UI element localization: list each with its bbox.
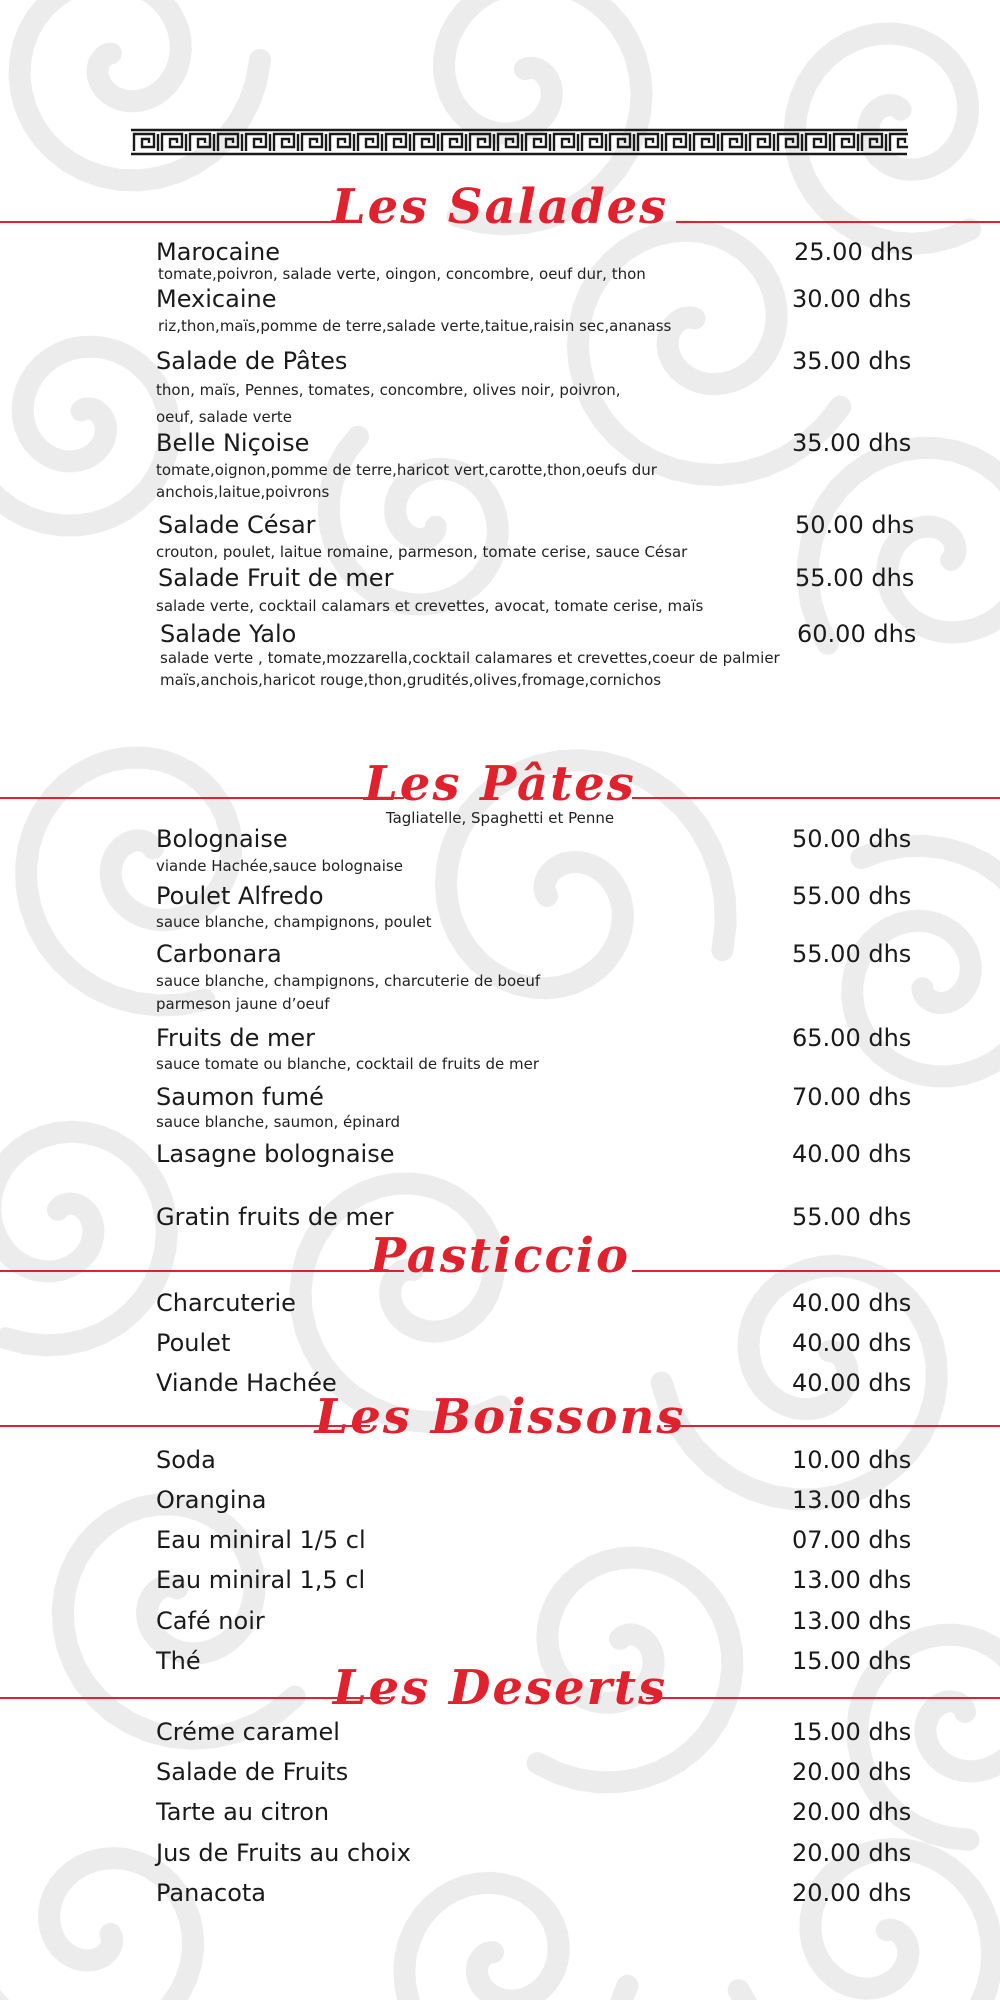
salades-title-text: Les Salades: [331, 179, 669, 235]
menu-item-price: 55.00 dhs: [792, 882, 912, 910]
menu-item-price: 30.00 dhs: [792, 285, 912, 313]
greek-key-border: [130, 128, 908, 156]
pasticcio-title-text: Pasticcio: [369, 1228, 631, 1284]
menu-item-description: thon, maïs, Pennes, tomates, concombre, olives noir, poivron,: [156, 381, 621, 399]
menu-item-name: Orangina: [156, 1486, 267, 1514]
menu-item-name: Saumon fumé: [156, 1083, 324, 1111]
menu-item-price: 50.00 dhs: [795, 511, 915, 539]
menu-item-price: 07.00 dhs: [792, 1526, 912, 1554]
menu-item-price: 35.00 dhs: [792, 429, 912, 457]
menu-item-price: 40.00 dhs: [792, 1289, 912, 1317]
menu-item-price: 15.00 dhs: [792, 1647, 912, 1675]
menu-item-price: 70.00 dhs: [792, 1083, 912, 1111]
menu-item-name: Café noir: [156, 1607, 265, 1635]
deserts-title-text: Les Deserts: [332, 1660, 668, 1716]
menu-item-name: Tarte au citron: [156, 1798, 330, 1826]
menu-item-name: Gratin fruits de mer: [156, 1203, 394, 1231]
menu-item-price: 40.00 dhs: [792, 1140, 912, 1168]
menu-item-name: Panacota: [156, 1879, 267, 1907]
menu-item-price: 13.00 dhs: [792, 1566, 912, 1594]
menu-item-price: 20.00 dhs: [792, 1879, 912, 1907]
menu-item-price: 50.00 dhs: [792, 825, 912, 853]
menu-item-name: Salade de Fruits: [156, 1758, 349, 1786]
menu-item-name: Salade Fruit de mer: [158, 564, 394, 592]
menu-item-name: Salade Yalo: [160, 620, 297, 648]
menu-item-price: 55.00 dhs: [795, 564, 915, 592]
menu-item-price: 65.00 dhs: [792, 1024, 912, 1052]
boissons-title: [0, 1389, 1000, 1445]
menu-item-name: Bolognaise: [156, 825, 288, 853]
pates-subtitle: Tagliatelle, Spaghetti et Penne: [385, 809, 615, 827]
menu-item-description: sauce blanche, champignons, poulet: [156, 913, 432, 931]
menu-item-name: Eau miniral 1,5 cl: [156, 1566, 366, 1594]
menu-item-name: Poulet Alfredo: [156, 882, 324, 910]
menu-item-price: 20.00 dhs: [792, 1798, 912, 1826]
menu-item-price: 40.00 dhs: [792, 1329, 912, 1357]
menu-item-name: Mexicaine: [156, 285, 277, 313]
menu-item-description: riz,thon,maïs,pomme de terre,salade verte,taitue,raisin sec,ananass: [158, 317, 672, 335]
menu-item-price: 25.00 dhs: [794, 238, 914, 266]
menu-item-name: Soda: [156, 1446, 216, 1474]
menu-item-price: 13.00 dhs: [792, 1607, 912, 1635]
menu-item-name: Belle Niçoise: [156, 429, 310, 457]
boissons-title-text: Les Boissons: [314, 1389, 686, 1445]
menu-item-description: salade verte , tomate,mozzarella,cocktail calamares et crevettes,coeur de palmier: [160, 649, 780, 667]
menu-item-price: 55.00 dhs: [792, 1203, 912, 1231]
menu-item-description: parmeson jaune d’oeuf: [156, 995, 330, 1013]
menu-item-name: Salade de Pâtes: [156, 347, 348, 375]
menu-item-price: 40.00 dhs: [792, 1369, 912, 1397]
menu-item-name: Salade César: [158, 511, 316, 539]
menu-item-description: maïs,anchois,haricot rouge,thon,grudités,olives,fromage,cornichos: [160, 671, 662, 689]
menu-item-price: 15.00 dhs: [792, 1718, 912, 1746]
menu-item-price: 35.00 dhs: [792, 347, 912, 375]
menu-item-price: 10.00 dhs: [792, 1446, 912, 1474]
menu-item-price: 13.00 dhs: [792, 1486, 912, 1514]
menu-item-price: 55.00 dhs: [792, 940, 912, 968]
menu-item-name: Carbonara: [156, 940, 282, 968]
menu-item-description: sauce blanche, champignons, charcuterie de boeuf: [156, 972, 541, 990]
menu-item-price: 20.00 dhs: [792, 1839, 912, 1867]
pates-title: [0, 756, 1000, 812]
menu-item-description: salade verte, cocktail calamars et crevettes, avocat, tomate cerise, maïs: [156, 597, 704, 615]
menu-item-description: crouton, poulet, laitue romaine, parmeson, tomate cerise, sauce César: [156, 543, 688, 561]
menu-item-name: Marocaine: [156, 238, 280, 266]
menu-item-description: viande Hachée,sauce bolognaise: [156, 857, 403, 875]
salades-title: [0, 179, 1000, 235]
menu-item-price: 60.00 dhs: [797, 620, 917, 648]
menu-item-price: 20.00 dhs: [792, 1758, 912, 1786]
menu-item-name: Lasagne bolognaise: [156, 1140, 395, 1168]
menu-item-description: anchois,laitue,poivrons: [156, 483, 330, 501]
menu-item-name: Viande Hachée: [156, 1369, 337, 1397]
menu-item-name: Poulet: [156, 1329, 231, 1357]
menu-item-name: Eau miniral 1/5 cl: [156, 1526, 366, 1554]
menu-item-name: Thé: [156, 1647, 201, 1675]
menu-item-description: sauce blanche, saumon, épinard: [156, 1113, 401, 1131]
menu-item-name: Jus de Fruits au choix: [156, 1839, 411, 1867]
menu-item-description: tomate,poivron, salade verte, oingon, concombre, oeuf dur, thon: [158, 265, 646, 283]
menu-item-description: sauce tomate ou blanche, cocktail de fruits de mer: [156, 1055, 540, 1073]
menu-item-description: oeuf, salade verte: [156, 408, 292, 426]
menu-item-name: Charcuterie: [156, 1289, 296, 1317]
menu-item-description: tomate,oignon,pomme de terre,haricot vert,carotte,thon,oeufs dur: [156, 461, 657, 479]
menu-item-name: Créme caramel: [156, 1718, 340, 1746]
menu-item-name: Fruits de mer: [156, 1024, 315, 1052]
pates-title-text: Les Pâtes: [364, 756, 636, 812]
pasticcio-title: [0, 1228, 1000, 1284]
